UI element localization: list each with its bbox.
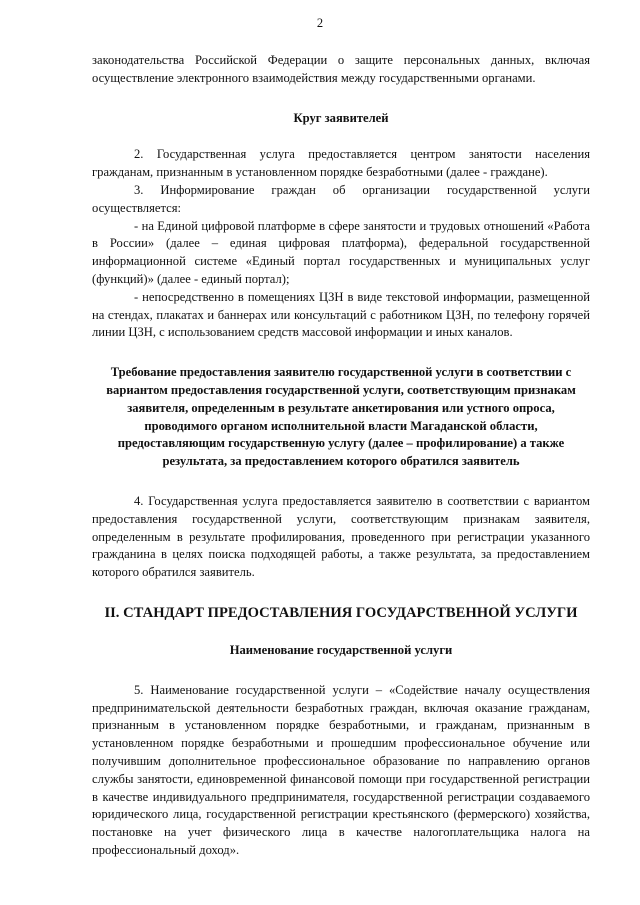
section-title: II. СТАНДАРТ ПРЕДОСТАВЛЕНИЯ ГОСУДАРСТВЕННОЙ УСЛУГИ [104, 604, 578, 621]
page-number: 2 [316, 16, 324, 30]
document-body [92, 52, 590, 860]
heading-service-name: Наименование государственной услуги [229, 642, 453, 657]
paragraph-3-item-b: - непосредственно в помещениях ЦЗН в виде текстовой информации, размещенной на стендах, плакатах и баннерах или консультаций с работником ЦЗН, по телефону горячей линии ЦЗН, с использованием средств массовой информации и иных каналов. [92, 289, 590, 340]
paragraph-4: 4. Государственная услуга предоставляется заявителю в соответствии с вариантом предоставления государственной услуги, соответствующим признакам заявителя, определенным в результате профилирования, проведенного при регистрации указанного гражданина в целях поиска подходящей работы, а также результата, за предоставлением которого обратился заявитель. [92, 493, 590, 580]
heading-applicants: Круг заявителей [293, 110, 389, 125]
paragraph-3: 3. Информирование граждан об организации государственной услуги осуществляется: [92, 182, 590, 215]
intro-paragraph: законодательства Российской Федерации о защите персональных данных, включая осуществление электронного взаимодействия между государственными органами. [92, 53, 590, 85]
paragraph-2: 2. Государственная услуга предоставляется центром занятости населения гражданам, признанным в установленном порядке безработными (далее - граждане). [92, 147, 590, 180]
heading-requirement: Требование предоставления заявителю государственной услуги в соответствии с вариантом предоставления государственной услуги, соответствующим признакам заявителя, определенным в результате анкетирования или устного опроса, проводимого органом исполнительной власти Магаданской области, предоставляющим государственную услугу (далее – профилирование) а также результата, за предоставлением которого обратился заявитель [106, 365, 576, 469]
paragraph-5: 5. Наименование государственной услуги – «Содействие началу осуществления предпринимательской деятельности безработных граждан, включая оказание гражданам, признанным в установленном порядке безработными, и гражданам, признанным в установленном порядке безработными и прошедшим профессиональное обучение или получившим дополнительное профессиональное образование по направлению органов службы занятости, единовременной финансовой помощи при государственной регистрации в качестве индивидуального предпринимателя, государственной регистрации создаваемого юридического лица, государственной регистрации крестьянского (фермерского) хозяйства, постановке на учет физического лица в качестве налогоплательщика налога на профессиональный доход». [92, 682, 590, 857]
paragraph-3-item-a: - на Единой цифровой платформе в сфере занятости и трудовых отношений «Работа в России» (далее – единая цифровая платформа), федеральной государственной информационной системе «Единый портал государственных и муниципальных услуг (функций)» (далее - единый портал); [92, 218, 590, 286]
